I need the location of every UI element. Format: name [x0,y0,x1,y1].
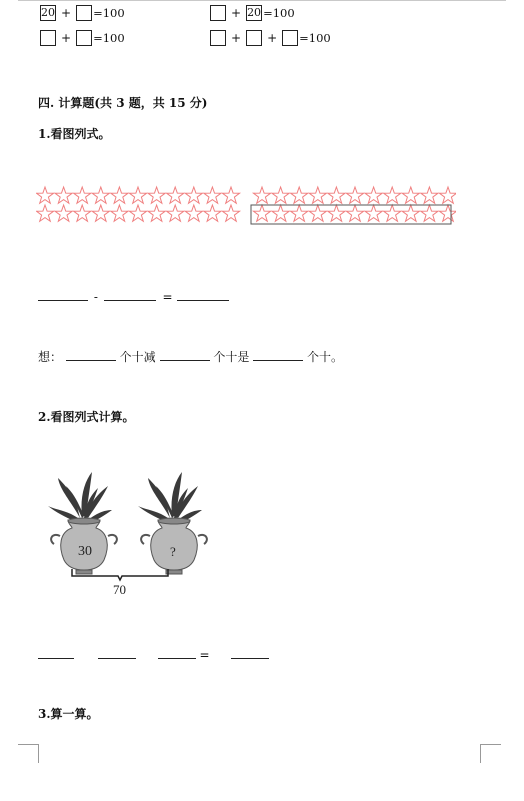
equation-row1-left [40,5,125,21]
section-heading: 四. 计算题(共 3 题，共 15 分) [38,96,208,110]
answer-box[interactable] [76,30,92,46]
star-icon [346,205,363,221]
star-icon [167,205,184,221]
vase-icon [141,518,207,574]
star-icon [402,205,419,221]
star-icon [55,205,72,221]
star-icon [253,187,270,203]
star-icon [129,187,146,203]
star-icon [384,187,401,203]
plus-sign: + [231,6,242,20]
equals-100: =100 [263,6,295,20]
answer-blank[interactable] [177,299,229,301]
answer-blank[interactable] [38,657,74,659]
plus-sign: + [231,31,242,45]
star-icon [439,205,456,221]
equals-sign: = [162,290,173,304]
star-icon [421,187,438,203]
equals-sign: = [199,648,210,662]
plus-sign: + [267,31,278,45]
star-icon [148,205,165,221]
flower-vases-illustration [40,470,210,600]
q2-equation-line [38,648,269,662]
star-icon [309,187,326,203]
answer-box: 20 [41,6,55,19]
star-icon [92,187,109,203]
answer-blank[interactable] [98,657,136,659]
star-icon [365,205,382,221]
question-3-label: 3.算一算。 [38,707,99,721]
answer-blank[interactable] [38,299,88,301]
think-part2: 个十是 [213,350,250,364]
plant-icon [138,472,202,524]
plus-sign: + [61,6,72,20]
star-icon [185,205,202,221]
equals-100: =100 [93,6,125,20]
total-number: 70 [113,582,126,597]
star-icon [204,187,221,203]
equals-100: =100 [299,31,331,45]
think-part1: 个十减 [119,350,156,364]
answer-blank[interactable] [160,359,210,361]
equation-row2-left [40,30,125,46]
star-icon [36,205,53,221]
star-icon [365,187,382,203]
star-icon [346,187,363,203]
answer-box[interactable] [210,30,226,46]
star-icon [222,187,239,203]
star-icon [55,187,72,203]
star-icon [328,205,345,221]
star-icon [185,187,202,203]
star-icon [272,187,289,203]
star-icon [74,187,91,203]
vase2-number: ? [170,544,176,559]
star-icon [421,205,438,221]
plus-sign: + [61,31,72,45]
vase1-number: 30 [78,544,92,559]
crop-mark [18,744,39,763]
star-icon [111,205,128,221]
star-icon [129,205,146,221]
answer-blank[interactable] [104,299,156,301]
answer-blank[interactable] [253,359,303,361]
plant-icon [48,472,112,524]
left-star-group [36,187,239,221]
equation-row2-right [210,30,331,46]
star-icon [92,205,109,221]
star-icon [74,205,91,221]
think-prefix: 想： [38,350,63,364]
q1-equation-line [38,290,229,304]
answer-box[interactable] [76,5,92,21]
star-icon [291,187,308,203]
answer-blank[interactable] [158,657,196,659]
vase-icon [51,518,117,574]
question-1-label: 1.看图列式。 [38,127,111,141]
answer-box[interactable] [210,5,226,21]
answer-box[interactable] [40,30,56,46]
star-icon [309,205,326,221]
star-icon [253,205,270,221]
star-icon [222,205,239,221]
minus-sign: - [93,290,98,304]
equation-row1-right [210,5,295,21]
equals-100: =100 [93,31,125,45]
star-icon [291,205,308,221]
star-icon [384,205,401,221]
question-2-label: 2.看图列式计算。 [38,410,135,424]
answer-blank[interactable] [231,657,269,659]
star-icon [328,187,345,203]
star-icon [111,187,128,203]
think-part3: 个十。 [307,350,344,364]
star-icon [272,205,289,221]
star-icon [36,187,53,203]
q1-thinking-line [38,348,343,365]
star-icon [402,187,419,203]
right-star-group [253,187,456,221]
star-icon [439,187,456,203]
answer-blank[interactable] [66,359,116,361]
star-icon [148,187,165,203]
crop-mark [480,744,501,763]
page-top-rule [18,0,506,1]
answer-box[interactable] [246,30,262,46]
answer-box: 20 [247,6,262,19]
star-icon [204,205,221,221]
star-icon [167,187,184,203]
star-groups-illustration [36,184,456,226]
answer-box[interactable] [282,30,298,46]
